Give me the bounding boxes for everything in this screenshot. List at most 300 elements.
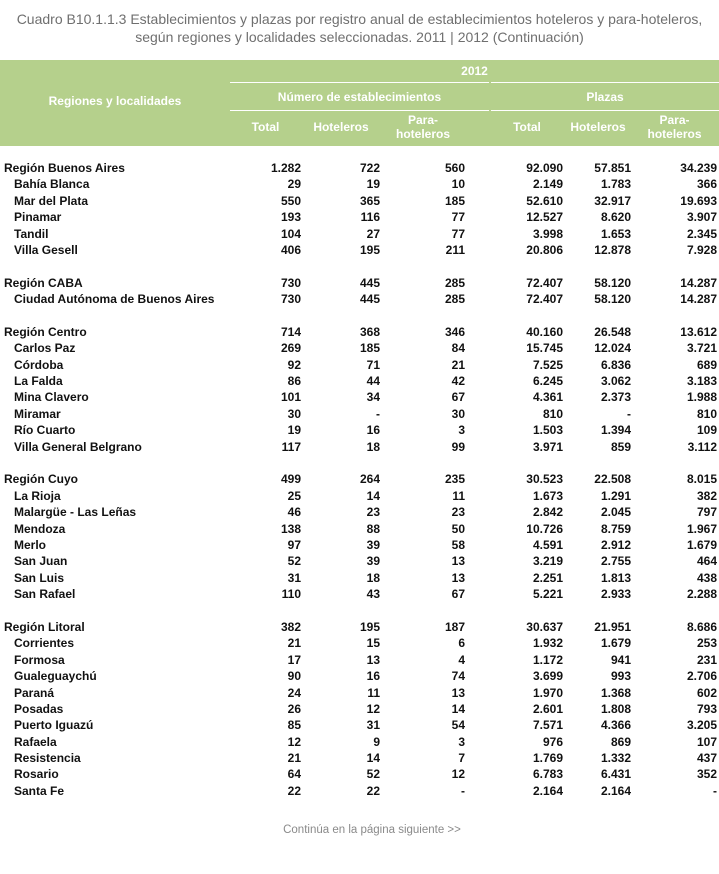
parahoteleros-places-cell: 793 — [696, 701, 717, 716]
parahoteleros-establishments-cell: 14 — [451, 701, 465, 716]
parahoteleros-establishments-cell: 12 — [451, 767, 465, 782]
parahoteleros-places-cell: 2.706 — [686, 669, 717, 684]
col-header-parahoteleros: Para- hoteleros — [647, 113, 702, 141]
parahoteleros-places-cell: 689 — [696, 357, 717, 372]
total-places-cell: 2.601 — [532, 701, 563, 716]
hoteleros-places-cell: 22.508 — [594, 472, 631, 487]
hoteleros-places-cell: 1.368 — [600, 685, 631, 700]
table-row — [0, 242, 719, 258]
hoteleros-places-cell: 6.836 — [600, 357, 631, 372]
locality-name: San Juan — [14, 554, 68, 569]
total-places-cell: 40.160 — [526, 324, 563, 339]
total-places-cell: 92.090 — [526, 161, 563, 175]
hoteleros-places-cell: 2.373 — [600, 390, 631, 405]
hoteleros-establishments-cell: 368 — [359, 324, 380, 339]
hoteleros-establishments-cell: 34 — [366, 390, 380, 405]
col-header-parahoteleros: Para- hoteleros — [395, 113, 450, 141]
hoteleros-establishments-cell: 52 — [366, 767, 380, 782]
locality-name: Corrientes — [14, 636, 75, 651]
total-places-cell: 4.591 — [532, 537, 563, 552]
table-row — [0, 389, 719, 405]
parahoteleros-establishments-cell: 3 — [458, 423, 465, 438]
table-row — [0, 570, 719, 586]
hoteleros-establishments-cell: 264 — [359, 472, 380, 487]
locality-name: Mina Clavero — [14, 390, 89, 405]
table-row — [0, 652, 719, 668]
parahoteleros-places-cell: 8.686 — [686, 619, 717, 634]
parahoteleros-places-cell: - — [713, 783, 717, 798]
locality-name: Gualeguaychú — [14, 669, 97, 684]
parahoteleros-places-cell: 1.988 — [686, 390, 717, 405]
total-establishments-cell: 52 — [287, 554, 301, 569]
total-establishments-cell: 1.282 — [270, 161, 301, 175]
hoteleros-establishments-cell: 71 — [366, 357, 380, 372]
col-header-hoteleros: Hoteleros — [570, 120, 626, 134]
hoteleros-places-cell: 21.951 — [594, 619, 631, 634]
total-places-cell: 2.842 — [532, 505, 563, 520]
total-places-cell: 3.971 — [532, 439, 563, 454]
parahoteleros-places-cell: 109 — [696, 423, 717, 438]
total-places-cell: 1.172 — [532, 652, 563, 667]
total-places-cell: 72.407 — [526, 275, 563, 290]
header-divider — [491, 110, 719, 111]
total-places-cell: 1.503 — [532, 423, 563, 438]
group-spacer — [0, 308, 719, 324]
table-row — [0, 553, 719, 569]
header-divider — [230, 82, 489, 83]
parahoteleros-establishments-cell: 74 — [451, 669, 465, 684]
parahoteleros-establishments-cell: 77 — [451, 226, 465, 241]
total-establishments-cell: 21 — [287, 636, 301, 651]
total-places-cell: 3.699 — [532, 669, 563, 684]
hoteleros-places-cell: 12.024 — [594, 341, 631, 356]
table-row — [0, 537, 719, 553]
locality-name: Carlos Paz — [14, 341, 76, 356]
locality-name: Córdoba — [14, 357, 64, 372]
hoteleros-places-cell: 12.878 — [594, 242, 631, 257]
total-establishments-cell: 193 — [280, 210, 301, 225]
table-row — [0, 340, 719, 356]
locality-name: Rafaela — [14, 734, 57, 749]
hoteleros-establishments-cell: 9 — [373, 734, 380, 749]
hoteleros-establishments-cell: 12 — [366, 701, 380, 716]
total-establishments-cell: 550 — [280, 193, 301, 208]
parahoteleros-places-cell: 19.693 — [680, 193, 717, 208]
locality-name: Mendoza — [14, 521, 66, 536]
table-row — [0, 422, 719, 438]
total-places-cell: 4.361 — [532, 390, 563, 405]
hoteleros-places-cell: 869 — [610, 734, 631, 749]
locality-name: Ciudad Autónoma de Buenos Aires — [14, 292, 215, 307]
table-header — [0, 60, 719, 146]
parahoteleros-places-cell: 797 — [696, 505, 717, 520]
parahoteleros-places-cell: 14.287 — [680, 275, 717, 290]
region-name: Región Cuyo — [4, 472, 78, 487]
hoteleros-places-cell: - — [627, 406, 631, 421]
table-row — [0, 750, 719, 766]
parahoteleros-places-cell: 231 — [696, 652, 717, 667]
hoteleros-places-cell: 4.366 — [600, 718, 631, 733]
parahoteleros-establishments-cell: 235 — [444, 472, 465, 487]
table-row — [0, 488, 719, 504]
total-establishments-cell: 12 — [287, 734, 301, 749]
parahoteleros-establishments-cell: 13 — [451, 554, 465, 569]
hoteleros-establishments-cell: 18 — [366, 570, 380, 585]
parahoteleros-places-cell: 3.205 — [686, 718, 717, 733]
hoteleros-establishments-cell: 15 — [366, 636, 380, 651]
hoteleros-places-cell: 993 — [610, 669, 631, 684]
group-spacer — [0, 258, 719, 274]
parahoteleros-establishments-cell: 58 — [451, 537, 465, 552]
table-row — [0, 668, 719, 684]
total-establishments-cell: 499 — [280, 472, 301, 487]
total-establishments-cell: 19 — [287, 423, 301, 438]
hoteleros-places-cell: 8.620 — [600, 210, 631, 225]
parahoteleros-places-cell: 7.928 — [686, 242, 717, 257]
hoteleros-places-cell: 1.783 — [600, 177, 631, 192]
locality-name: Resistencia — [14, 751, 81, 766]
parahoteleros-establishments-cell: 7 — [458, 751, 465, 766]
table-row — [0, 701, 719, 717]
hoteleros-places-cell: 1.394 — [600, 423, 631, 438]
places-group-header: Plazas — [586, 90, 624, 104]
total-establishments-cell: 269 — [280, 341, 301, 356]
hoteleros-establishments-cell: 39 — [366, 554, 380, 569]
total-places-cell: 3.219 — [532, 554, 563, 569]
parahoteleros-establishments-cell: 560 — [444, 161, 465, 175]
region-row — [0, 160, 719, 176]
hoteleros-places-cell: 859 — [610, 439, 631, 454]
locality-name: San Rafael — [14, 587, 76, 602]
col-header-total: Total — [251, 120, 280, 134]
parahoteleros-establishments-cell: 84 — [451, 341, 465, 356]
hoteleros-establishments-cell: 116 — [360, 210, 380, 225]
title-line-2: según regiones y localidades seleccionadas. 2011 | 2012 (Continuación) — [135, 29, 584, 45]
table-row — [0, 226, 719, 242]
table-row — [0, 291, 719, 307]
total-places-cell: 20.806 — [526, 242, 563, 257]
total-establishments-cell: 406 — [280, 242, 301, 257]
hoteleros-places-cell: 1.679 — [600, 636, 631, 651]
continuation-note: Continúa en la página siguiente >> — [283, 824, 461, 836]
parahoteleros-establishments-cell: 187 — [444, 619, 465, 634]
table-row — [0, 586, 719, 602]
parahoteleros-places-cell: 602 — [696, 685, 717, 700]
locality-name: Malargüe - Las Leñas — [14, 505, 137, 520]
parahoteleros-establishments-cell: 30 — [451, 406, 465, 421]
hoteleros-places-cell: 58.120 — [594, 275, 631, 290]
total-places-cell: 810 — [542, 406, 563, 421]
locality-name: Miramar — [14, 406, 61, 421]
total-establishments-cell: 85 — [287, 718, 301, 733]
total-places-cell: 2.149 — [532, 177, 563, 192]
hoteleros-places-cell: 32.917 — [594, 193, 631, 208]
regions-column-header: Regiones y localidades — [48, 94, 182, 108]
parahoteleros-establishments-cell: 4 — [458, 652, 465, 667]
parahoteleros-establishments-cell: 10 — [451, 177, 465, 192]
total-places-cell: 52.610 — [526, 193, 563, 208]
parahoteleros-establishments-cell: 23 — [451, 505, 465, 520]
total-establishments-cell: 714 — [280, 324, 301, 339]
parahoteleros-establishments-cell: 11 — [452, 488, 465, 503]
parahoteleros-places-cell: 437 — [696, 751, 717, 766]
total-places-cell: 15.745 — [526, 341, 563, 356]
hoteleros-places-cell: 1.332 — [600, 751, 631, 766]
parahoteleros-places-cell: 366 — [696, 177, 717, 192]
year-header: 2012 — [461, 64, 488, 78]
total-establishments-cell: 138 — [280, 521, 301, 536]
locality-name: Paraná — [14, 685, 55, 700]
locality-name: Pinamar — [14, 210, 62, 225]
locality-name: San Luis — [14, 570, 65, 585]
table-body — [0, 160, 719, 799]
hoteleros-establishments-cell: 44 — [366, 374, 380, 389]
hoteleros-establishments-cell: 365 — [359, 193, 380, 208]
total-establishments-cell: 25 — [287, 488, 301, 503]
hoteleros-places-cell: 2.912 — [600, 537, 631, 552]
hoteleros-places-cell: 3.062 — [600, 374, 631, 389]
total-establishments-cell: 30 — [287, 406, 301, 421]
col-header-total: Total — [513, 120, 541, 134]
total-places-cell: 7.525 — [532, 357, 563, 372]
total-places-cell: 1.970 — [532, 685, 563, 700]
hoteleros-establishments-cell: 27 — [366, 226, 380, 241]
parahoteleros-places-cell: 3.907 — [686, 210, 717, 225]
total-establishments-cell: 22 — [287, 783, 301, 798]
hoteleros-places-cell: 26.548 — [594, 324, 631, 339]
hoteleros-establishments-cell: 19 — [366, 177, 380, 192]
hoteleros-establishments-cell: 185 — [359, 341, 380, 356]
total-establishments-cell: 46 — [287, 505, 301, 520]
table-row — [0, 193, 719, 209]
table-row — [0, 176, 719, 192]
locality-name: Río Cuarto — [14, 423, 76, 438]
total-establishments-cell: 104 — [280, 226, 301, 241]
total-establishments-cell: 117 — [281, 439, 301, 454]
total-establishments-cell: 24 — [287, 685, 301, 700]
table-row — [0, 373, 719, 389]
total-places-cell: 10.726 — [526, 521, 563, 536]
total-establishments-cell: 21 — [287, 751, 301, 766]
table-row — [0, 734, 719, 750]
region-row — [0, 324, 719, 340]
total-places-cell: 976 — [542, 734, 563, 749]
parahoteleros-places-cell: 13.612 — [680, 324, 717, 339]
hoteleros-places-cell: 1.653 — [600, 226, 631, 241]
total-establishments-cell: 26 — [287, 701, 301, 716]
total-places-cell: 6.783 — [532, 767, 563, 782]
parahoteleros-establishments-cell: - — [461, 783, 465, 798]
hoteleros-places-cell: 1.291 — [600, 488, 631, 503]
region-name: Región Centro — [4, 324, 87, 339]
parahoteleros-establishments-cell: 285 — [444, 275, 465, 290]
parahoteleros-places-cell: 253 — [696, 636, 717, 651]
region-row — [0, 275, 719, 291]
hoteleros-establishments-cell: 445 — [359, 292, 380, 307]
hoteleros-establishments-cell: - — [376, 406, 380, 421]
hoteleros-establishments-cell: 39 — [366, 537, 380, 552]
total-places-cell: 1.673 — [532, 488, 563, 503]
total-places-cell: 2.251 — [532, 570, 563, 585]
parahoteleros-places-cell: 107 — [696, 734, 717, 749]
total-places-cell: 1.932 — [532, 636, 563, 651]
total-places-cell: 72.407 — [526, 292, 563, 307]
region-name: Región Litoral — [4, 619, 85, 634]
title-line-1: Cuadro B10.1.1.3 Establecimientos y plazas por registro anual de establecimientos hoteleros y para-hoteleros, — [16, 11, 703, 27]
hoteleros-establishments-cell: 88 — [366, 521, 380, 536]
parahoteleros-establishments-cell: 285 — [444, 292, 465, 307]
table-row — [0, 766, 719, 782]
table-row — [0, 209, 719, 225]
hoteleros-places-cell: 58.120 — [594, 292, 631, 307]
table-row — [0, 406, 719, 422]
hoteleros-establishments-cell: 722 — [359, 161, 380, 175]
locality-name: Tandil — [14, 226, 49, 241]
table-title — [0, 10, 719, 46]
hoteleros-establishments-cell: 11 — [367, 685, 380, 700]
parahoteleros-establishments-cell: 54 — [451, 718, 465, 733]
total-establishments-cell: 92 — [287, 357, 301, 372]
parahoteleros-places-cell: 1.679 — [686, 537, 717, 552]
parahoteleros-places-cell: 352 — [696, 767, 717, 782]
parahoteleros-places-cell: 2.345 — [686, 226, 717, 241]
region-name: Región Buenos Aires — [4, 161, 125, 175]
hoteleros-places-cell: 2.933 — [600, 587, 631, 602]
header-divider — [230, 110, 489, 111]
total-places-cell: 3.998 — [532, 226, 563, 241]
hoteleros-establishments-cell: 195 — [359, 242, 380, 257]
locality-name: Formosa — [14, 652, 65, 667]
group-spacer — [0, 455, 719, 471]
total-places-cell: 5.221 — [532, 587, 563, 602]
total-establishments-cell: 29 — [287, 177, 301, 192]
hoteleros-establishments-cell: 16 — [366, 669, 380, 684]
locality-name: Posadas — [14, 701, 64, 716]
parahoteleros-places-cell: 8.015 — [686, 472, 717, 487]
hoteleros-establishments-cell: 14 — [366, 751, 380, 766]
hoteleros-establishments-cell: 43 — [366, 587, 380, 602]
parahoteleros-places-cell: 382 — [696, 488, 717, 503]
hoteleros-establishments-cell: 13 — [366, 652, 380, 667]
locality-name: Puerto Iguazú — [14, 718, 94, 733]
parahoteleros-establishments-cell: 13 — [451, 570, 465, 585]
parahoteleros-establishments-cell: 346 — [444, 324, 465, 339]
parahoteleros-establishments-cell: 21 — [451, 357, 465, 372]
hoteleros-places-cell: 2.164 — [600, 783, 631, 798]
parahoteleros-places-cell: 3.183 — [686, 374, 717, 389]
locality-name: Santa Fe — [14, 783, 65, 798]
parahoteleros-establishments-cell: 67 — [451, 587, 465, 602]
total-places-cell: 12.527 — [526, 210, 563, 225]
parahoteleros-places-cell: 464 — [696, 554, 717, 569]
locality-name: Villa General Belgrano — [14, 439, 142, 454]
hoteleros-establishments-cell: 23 — [366, 505, 380, 520]
hoteleros-establishments-cell: 16 — [366, 423, 380, 438]
parahoteleros-establishments-cell: 3 — [458, 734, 465, 749]
parahoteleros-places-cell: 2.288 — [686, 587, 717, 602]
parahoteleros-establishments-cell: 13 — [451, 685, 465, 700]
total-places-cell: 30.523 — [526, 472, 563, 487]
hoteleros-places-cell: 1.813 — [600, 570, 631, 585]
locality-name: La Rioja — [14, 488, 61, 503]
header-divider — [491, 82, 719, 83]
locality-name: Bahía Blanca — [14, 177, 90, 192]
group-spacer — [0, 603, 719, 619]
hoteleros-establishments-cell: 18 — [366, 439, 380, 454]
table-row — [0, 439, 719, 455]
parahoteleros-places-cell: 34.239 — [680, 161, 717, 175]
table-row — [0, 717, 719, 733]
parahoteleros-establishments-cell: 99 — [451, 439, 465, 454]
hoteleros-establishments-cell: 31 — [366, 718, 380, 733]
parahoteleros-places-cell: 14.287 — [680, 292, 717, 307]
hoteleros-establishments-cell: 195 — [359, 619, 380, 634]
total-places-cell: 30.637 — [526, 619, 563, 634]
total-establishments-cell: 110 — [281, 587, 301, 602]
table-row — [0, 635, 719, 651]
table-row — [0, 685, 719, 701]
parahoteleros-places-cell: 438 — [696, 570, 717, 585]
total-establishments-cell: 101 — [280, 390, 301, 405]
total-establishments-cell: 90 — [287, 669, 301, 684]
locality-name: Villa Gesell — [14, 242, 78, 257]
total-establishments-cell: 31 — [287, 570, 301, 585]
locality-name: La Falda — [14, 374, 63, 389]
table-row — [0, 504, 719, 520]
hoteleros-places-cell: 57.851 — [594, 161, 631, 175]
region-row — [0, 471, 719, 487]
hoteleros-places-cell: 6.431 — [600, 767, 631, 782]
hoteleros-establishments-cell: 14 — [366, 488, 380, 503]
total-places-cell: 7.571 — [532, 718, 563, 733]
total-establishments-cell: 64 — [287, 767, 301, 782]
total-establishments-cell: 97 — [287, 537, 301, 552]
parahoteleros-places-cell: 1.967 — [686, 521, 717, 536]
table-row — [0, 783, 719, 799]
total-establishments-cell: 382 — [280, 619, 301, 634]
hoteleros-places-cell: 8.759 — [600, 521, 631, 536]
parahoteleros-establishments-cell: 67 — [451, 390, 465, 405]
parahoteleros-establishments-cell: 211 — [445, 242, 465, 257]
total-places-cell: 6.245 — [532, 374, 563, 389]
parahoteleros-establishments-cell: 6 — [458, 636, 465, 651]
hoteleros-establishments-cell: 445 — [359, 275, 380, 290]
parahoteleros-places-cell: 810 — [696, 406, 717, 421]
total-establishments-cell: 17 — [287, 652, 301, 667]
hoteleros-places-cell: 2.045 — [600, 505, 631, 520]
total-establishments-cell: 730 — [280, 275, 301, 290]
parahoteleros-establishments-cell: 77 — [451, 210, 465, 225]
parahoteleros-establishments-cell: 185 — [444, 193, 465, 208]
region-name: Región CABA — [4, 275, 83, 290]
establishments-group-header: Número de establecimientos — [277, 90, 442, 104]
parahoteleros-establishments-cell: 42 — [451, 374, 465, 389]
hoteleros-places-cell: 1.808 — [600, 701, 631, 716]
parahoteleros-establishments-cell: 50 — [451, 521, 465, 536]
parahoteleros-places-cell: 3.112 — [687, 439, 717, 454]
locality-name: Mar del Plata — [14, 193, 89, 208]
hoteleros-places-cell: 2.755 — [600, 554, 631, 569]
locality-name: Merlo — [14, 537, 47, 552]
col-header-hoteleros: Hoteleros — [313, 120, 369, 134]
total-places-cell: 2.164 — [532, 783, 563, 798]
total-establishments-cell: 730 — [280, 292, 301, 307]
locality-name: Rosario — [14, 767, 59, 782]
parahoteleros-places-cell: 3.721 — [686, 341, 717, 356]
total-places-cell: 1.769 — [532, 751, 563, 766]
hoteleros-establishments-cell: 22 — [366, 783, 380, 798]
total-establishments-cell: 86 — [287, 374, 301, 389]
